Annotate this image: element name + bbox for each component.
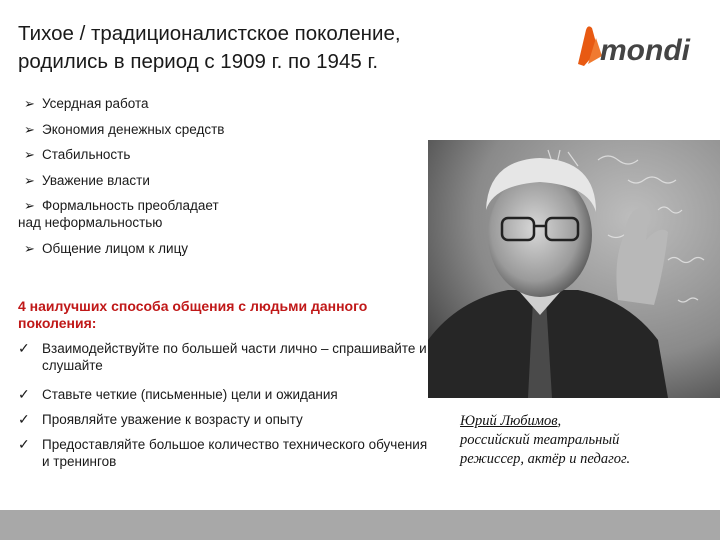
list-item: ✓ Ставьте четкие (письменные) цели и ожидания [18,386,338,402]
portrait-photo [428,140,720,398]
list-item: ➢ Уважение власти [24,172,150,188]
list-item: ✓ Предоставляйте большое количество технического обучения и тренингов [18,436,428,469]
caption-role-2: режиссер, актёр и педагог. [460,451,631,467]
mondi-logo [572,20,702,70]
list-item-continuation: над неформальностью [18,215,163,230]
arrow-bullet-icon: ➢ [24,121,35,137]
photo-caption: Юрий Любимов, российский театральный режиссер, актёр и педагог. [460,413,631,467]
checkmark-icon: ✓ [18,436,30,452]
checkmark-icon: ✓ [18,340,30,356]
arrow-bullet-icon: ➢ [24,172,35,188]
logo-wordmark: mondi [600,34,690,67]
section-subheading: 4 наилучших способа общения с людьми данного поколения: [18,298,368,331]
recommendations-list [18,340,438,470]
title-line-1: Тихое / традиционалистское поколение, [18,22,401,45]
list-item: ➢ Стабильность [24,147,131,162]
arrow-bullet-icon: ➢ [24,198,35,213]
checkmark-icon: ✓ [18,386,30,402]
list-item: ➢ Экономия денежных средств [24,121,225,137]
caption-role: российский театральный [460,432,620,448]
title-line-2: родились в период с 1909 г. по 1945 г. [18,50,379,73]
arrow-bullet-icon: ➢ [24,240,35,256]
caption-name: Юрий Любимов [460,413,558,429]
traits-list [18,95,422,265]
checkmark-icon: ✓ [18,411,30,427]
head-shape [488,173,592,297]
slide-title [18,20,538,76]
list-item: ➢ Усердная работа [24,96,149,111]
list-item: ✓ Взаимодействуйте по большей части лично – спрашивайте и слушайте [18,340,427,373]
arrow-bullet-icon: ➢ [24,96,35,111]
footer-bar [0,510,720,540]
arrow-bullet-icon: ➢ [24,147,35,162]
list-item: ✓ Проявляйте уважение к возрасту и опыту [18,411,303,427]
list-item: ➢ Общение лицом к лицу [24,240,189,256]
list-item: ➢ Формальность преобладает над неформальностью [22,197,422,231]
